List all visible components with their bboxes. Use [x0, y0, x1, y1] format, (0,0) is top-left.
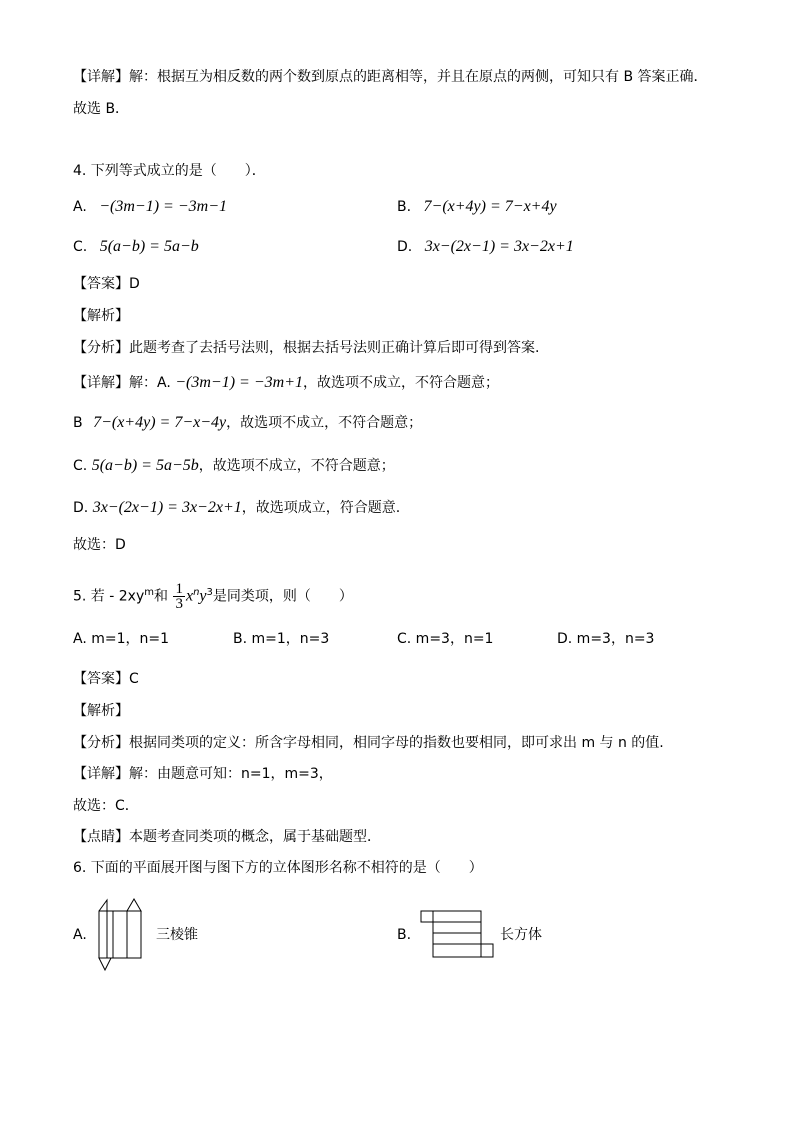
q5-stem-suffix: 是同类项，则（ ） — [212, 588, 353, 605]
q4-stem: 4. 下列等式成立的是（ ）． — [73, 163, 266, 179]
q5-sup-m: m — [144, 587, 154, 598]
q5-sup-n: n — [193, 587, 200, 598]
q4-option-d-label: D. — [397, 239, 413, 255]
q4-option-d-expr: 3x−(2x−1) = 3x−2x+1 — [424, 238, 574, 255]
q4-detail-d-suffix: ，故选项成立，符合题意. — [241, 500, 401, 516]
q4-detail-c-prefix: C. — [73, 458, 88, 474]
q4-detail-d-expr: 3x−(2x−1) = 3x−2x+1 — [92, 499, 242, 516]
q4-detail-a-suffix: ，故选项不成立，不符合题意； — [302, 375, 499, 391]
q5-frac-num: 1 — [175, 581, 183, 598]
q6-option-b-net-diagram — [418, 908, 498, 962]
q6-stem: 6. 下面的平面展开图与图下方的立体图形名称不相符的是（ ） — [73, 860, 483, 876]
q5-analysis-title: 【解析】 — [73, 703, 129, 719]
q4-analysis-title: 【解析】 — [73, 308, 129, 324]
q4-detail-c-suffix: ，故选项不成立，不符合题意； — [198, 458, 395, 474]
q5-comment: 【点睛】本题考查同类项的概念，属于基础题型． — [73, 829, 381, 845]
q5-option-a: A. m=1，n=1 — [73, 631, 170, 647]
q4-detail-c — [73, 455, 395, 477]
q5-option-b: B. m=1，n=3 — [233, 631, 330, 647]
q4-option-b — [397, 196, 557, 218]
q4-option-c — [73, 236, 199, 258]
q4-detail-c-expr: 5(a−b) = 5a−5b — [91, 457, 199, 474]
q4-detail-b-expr: 7−(x+4y) = 7−x−4y — [93, 414, 227, 431]
q4-detail-b — [73, 412, 422, 434]
q4-option-a — [73, 196, 227, 218]
q4-answer: 【答案】D — [73, 276, 140, 292]
q5-option-d: D. m=3，n=3 — [557, 631, 655, 647]
q4-detail-a — [73, 372, 499, 394]
q5-sup-3: 3 — [206, 587, 213, 598]
q5-stem — [73, 576, 353, 614]
q4-option-c-expr: 5(a−b) = 5a−b — [99, 238, 199, 255]
q4-detail-d-prefix: D. — [73, 500, 89, 516]
q4-option-b-expr: 7−(x+4y) = 7−x+4y — [423, 198, 557, 215]
q5-frac-den: 3 — [175, 596, 183, 613]
q5-answer: 【答案】C — [73, 671, 139, 687]
q4-option-c-label: C. — [73, 239, 88, 255]
detail-line-q3: 【详解】解：根据互为相反数的两个数到原点的距离相等，并且在原点的两侧，可知只有 B 答案正确． — [73, 69, 708, 85]
q4-detail-d — [73, 497, 400, 519]
q5-conclusion: 故选：C． — [73, 798, 139, 814]
q5-option-c: C. m=3，n=1 — [397, 631, 494, 647]
q4-detail-b-prefix: B — [73, 415, 83, 431]
q5-stem-prefix: 5. 若 - 2xy — [73, 588, 145, 605]
conclusion-q3: 故选 B． — [73, 101, 130, 117]
q4-analysis: 【分析】此题考查了去括号法则，根据去括号法则正确计算后即可得到答案. — [73, 340, 540, 356]
q4-option-d — [397, 236, 574, 258]
q6-option-a-label: A. — [73, 927, 87, 943]
q6-option-b-name: 长方体 — [500, 927, 542, 943]
q6-option-a-name: 三棱锥 — [156, 927, 198, 943]
q4-option-a-expr: −(3m−1) = −3m−1 — [99, 198, 227, 215]
q5-fraction — [173, 582, 185, 611]
q4-detail-b-suffix: ，故选项不成立，不符合题意； — [226, 415, 423, 431]
q6-option-a-net-diagram — [94, 896, 150, 976]
q6-option-b-label: B. — [397, 927, 412, 943]
q5-stem-and: 和 — [154, 588, 168, 605]
q5-x: x — [185, 587, 194, 605]
q5-analysis: 【分析】根据同类项的定义：所含字母相同，相同字母的指数也要相同，即可求出 m 与 n 的值. — [73, 735, 664, 751]
q4-option-b-label: B. — [397, 199, 412, 215]
q5-detail: 【详解】解：由题意可知：n=1，m=3， — [73, 766, 333, 782]
q4-option-a-label: A. — [73, 199, 87, 215]
q4-detail-a-expr: −(3m−1) = −3m+1 — [175, 374, 303, 391]
q5-y: y — [199, 587, 207, 605]
q4-conclusion: 故选：D — [73, 537, 126, 553]
q4-detail-a-prefix: 【详解】解：A. — [73, 375, 171, 391]
